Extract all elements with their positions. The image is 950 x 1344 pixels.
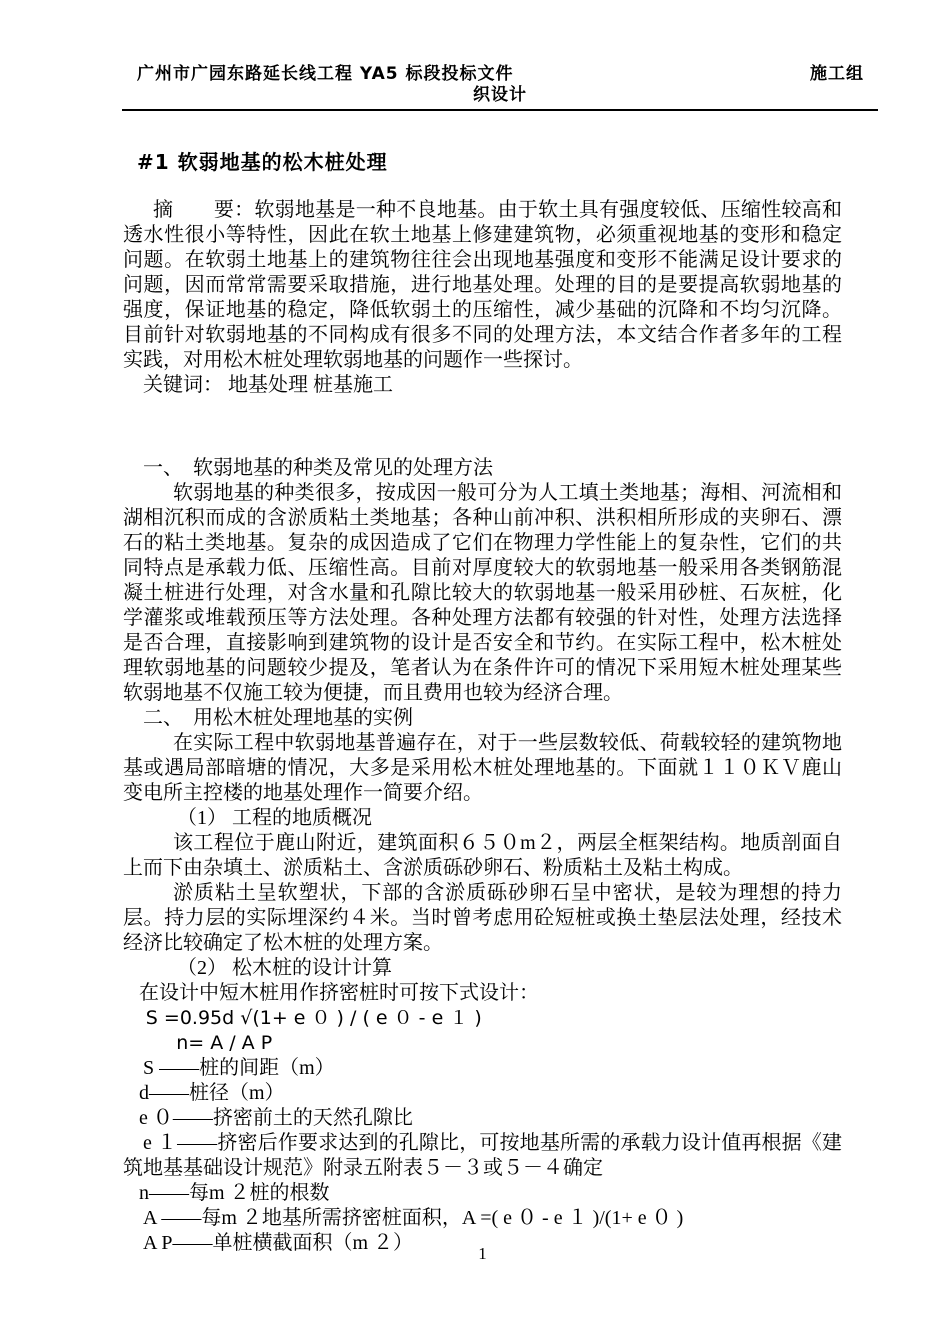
definition-e0: e ０——挤密前土的天然孔隙比	[139, 1107, 413, 1129]
section1-heading: 一、 软弱地基的种类及常见的处理方法	[143, 457, 493, 479]
header-title-right: 施工组	[810, 64, 864, 84]
formula-intro: 在设计中短木桩用作挤密桩时可按下式设计：	[139, 982, 539, 1004]
definition-e1: e １——挤密后作要求达到的孔隙比，可按地基所需的承载力设计值再根据《建筑地基基础设计规范》附录五附表５－３或５－４确定	[123, 1132, 842, 1179]
formula-pile-count: n= A / A P	[176, 1032, 273, 1054]
header-row	[122, 64, 878, 85]
paragraph-abstract: 摘 要：软弱地基是一种不良地基。由于软土具有强度较低、压缩性较高和透水性很小等特性，因此在软土地基上修建建筑物，必须重视地基的变形和稳定问题。在软弱土地基上的建筑物往往会出现地基强度和变形不能满足设计要求的问题，因而常常需要采取措施，进行地基处理。处理的目的是要提高软弱地基的强度，保证地基的稳定，降低软弱土的压缩性，减少基础的沉降和不均匀沉降。目前针对软弱地基的不同构成有很多不同的处理方法，本文结合作者多年的工程实践，对用松木桩处理软弱地基的问题作一些探讨。	[123, 199, 842, 371]
vertical-spacer	[123, 398, 842, 456]
document-title: #1 软弱地基的松木桩处理	[137, 150, 388, 174]
definition-d: d——桩径（m）	[139, 1082, 285, 1104]
subsection1-paragraph-1: 该工程位于鹿山附近，建筑面积６５０m２，两层全框架结构。地质剖面自上而下由杂填土、淤质粘土、含淤质砾砂卵石、粉质粘土及粘土构成。	[123, 832, 842, 879]
page-number: 1	[478, 1244, 487, 1263]
section1-paragraph: 软弱地基的种类很多，按成因一般可分为人工填土类地基；海相、河流相和湖相沉积而成的含淤质粘土类地基；各种山前冲积、洪积相所形成的夹卵石、漂石的粘土类地基。复杂的成因造成了它们在物理力学性能上的复杂性，它们的共同特点是承载力低、压缩性高。目前对厚度较大的软弱地基一般采用各类钢筋混凝土桩进行处理，对含水量和孔隙比较大的软弱地基一般采用砂桩、石灰桩，化学灌浆或堆载预压等方法处理。各种处理方法都有较强的针对性，处理方法选择是否合理，直接影响到建筑物的设计是否安全和节约。在实际工程中，松木桩处理软弱地基的问题较少提及，笔者认为在条件许可的情况下采用短木桩处理某些软弱地基不仅施工较为便捷，而且费用也较为经济合理。	[123, 482, 842, 704]
definition-a: A ——每m ２地基所需挤密桩面积，A =( e ０ - e １ )/(1+ e ０ )	[143, 1207, 684, 1229]
subsection1-paragraph-2: 淤质粘土呈软塑状，下部的含淤质砾砂卵石呈中密状，是较为理想的持力层。持力层的实际埋深约４米。当时曾考虑用砼短桩或换土垫层法处理，经技术经济比较确定了松木桩的处理方案。	[123, 882, 842, 954]
page-header	[122, 64, 878, 111]
header-title-wrapped: 织设计	[473, 85, 527, 105]
header-title-left: 广州市广园东路延长线工程 YA5 标段投标文件	[137, 64, 514, 84]
subsection1-heading: （1） 工程的地质概况	[177, 807, 372, 829]
paragraph-keywords: 关键词： 地基处理 桩基施工	[143, 374, 393, 396]
subsection2-heading: （2） 松木桩的设计计算	[177, 957, 392, 979]
definition-ap: A P——单桩横截面积（m ２）	[143, 1232, 414, 1254]
page-footer	[123, 1244, 842, 1264]
definition-s: S ——桩的间距（m）	[143, 1057, 335, 1079]
document-body	[123, 198, 842, 1256]
section2-paragraph: 在实际工程中软弱地基普遍存在，对于一些层数较低、荷载较轻的建筑物地基或遇局部暗塘的情况，大多是采用松木桩处理地基的。下面就１１０ＫＶ鹿山变电所主控楼的地基处理作一简要介绍。	[123, 732, 842, 804]
definition-n: n——每m ２桩的根数	[139, 1182, 330, 1204]
formula-pile-spacing: S =0.95d √(1+ e ０ ) / ( e ０ - e １ )	[145, 1007, 482, 1029]
section2-heading: 二、 用松木桩处理地基的实例	[143, 707, 413, 729]
